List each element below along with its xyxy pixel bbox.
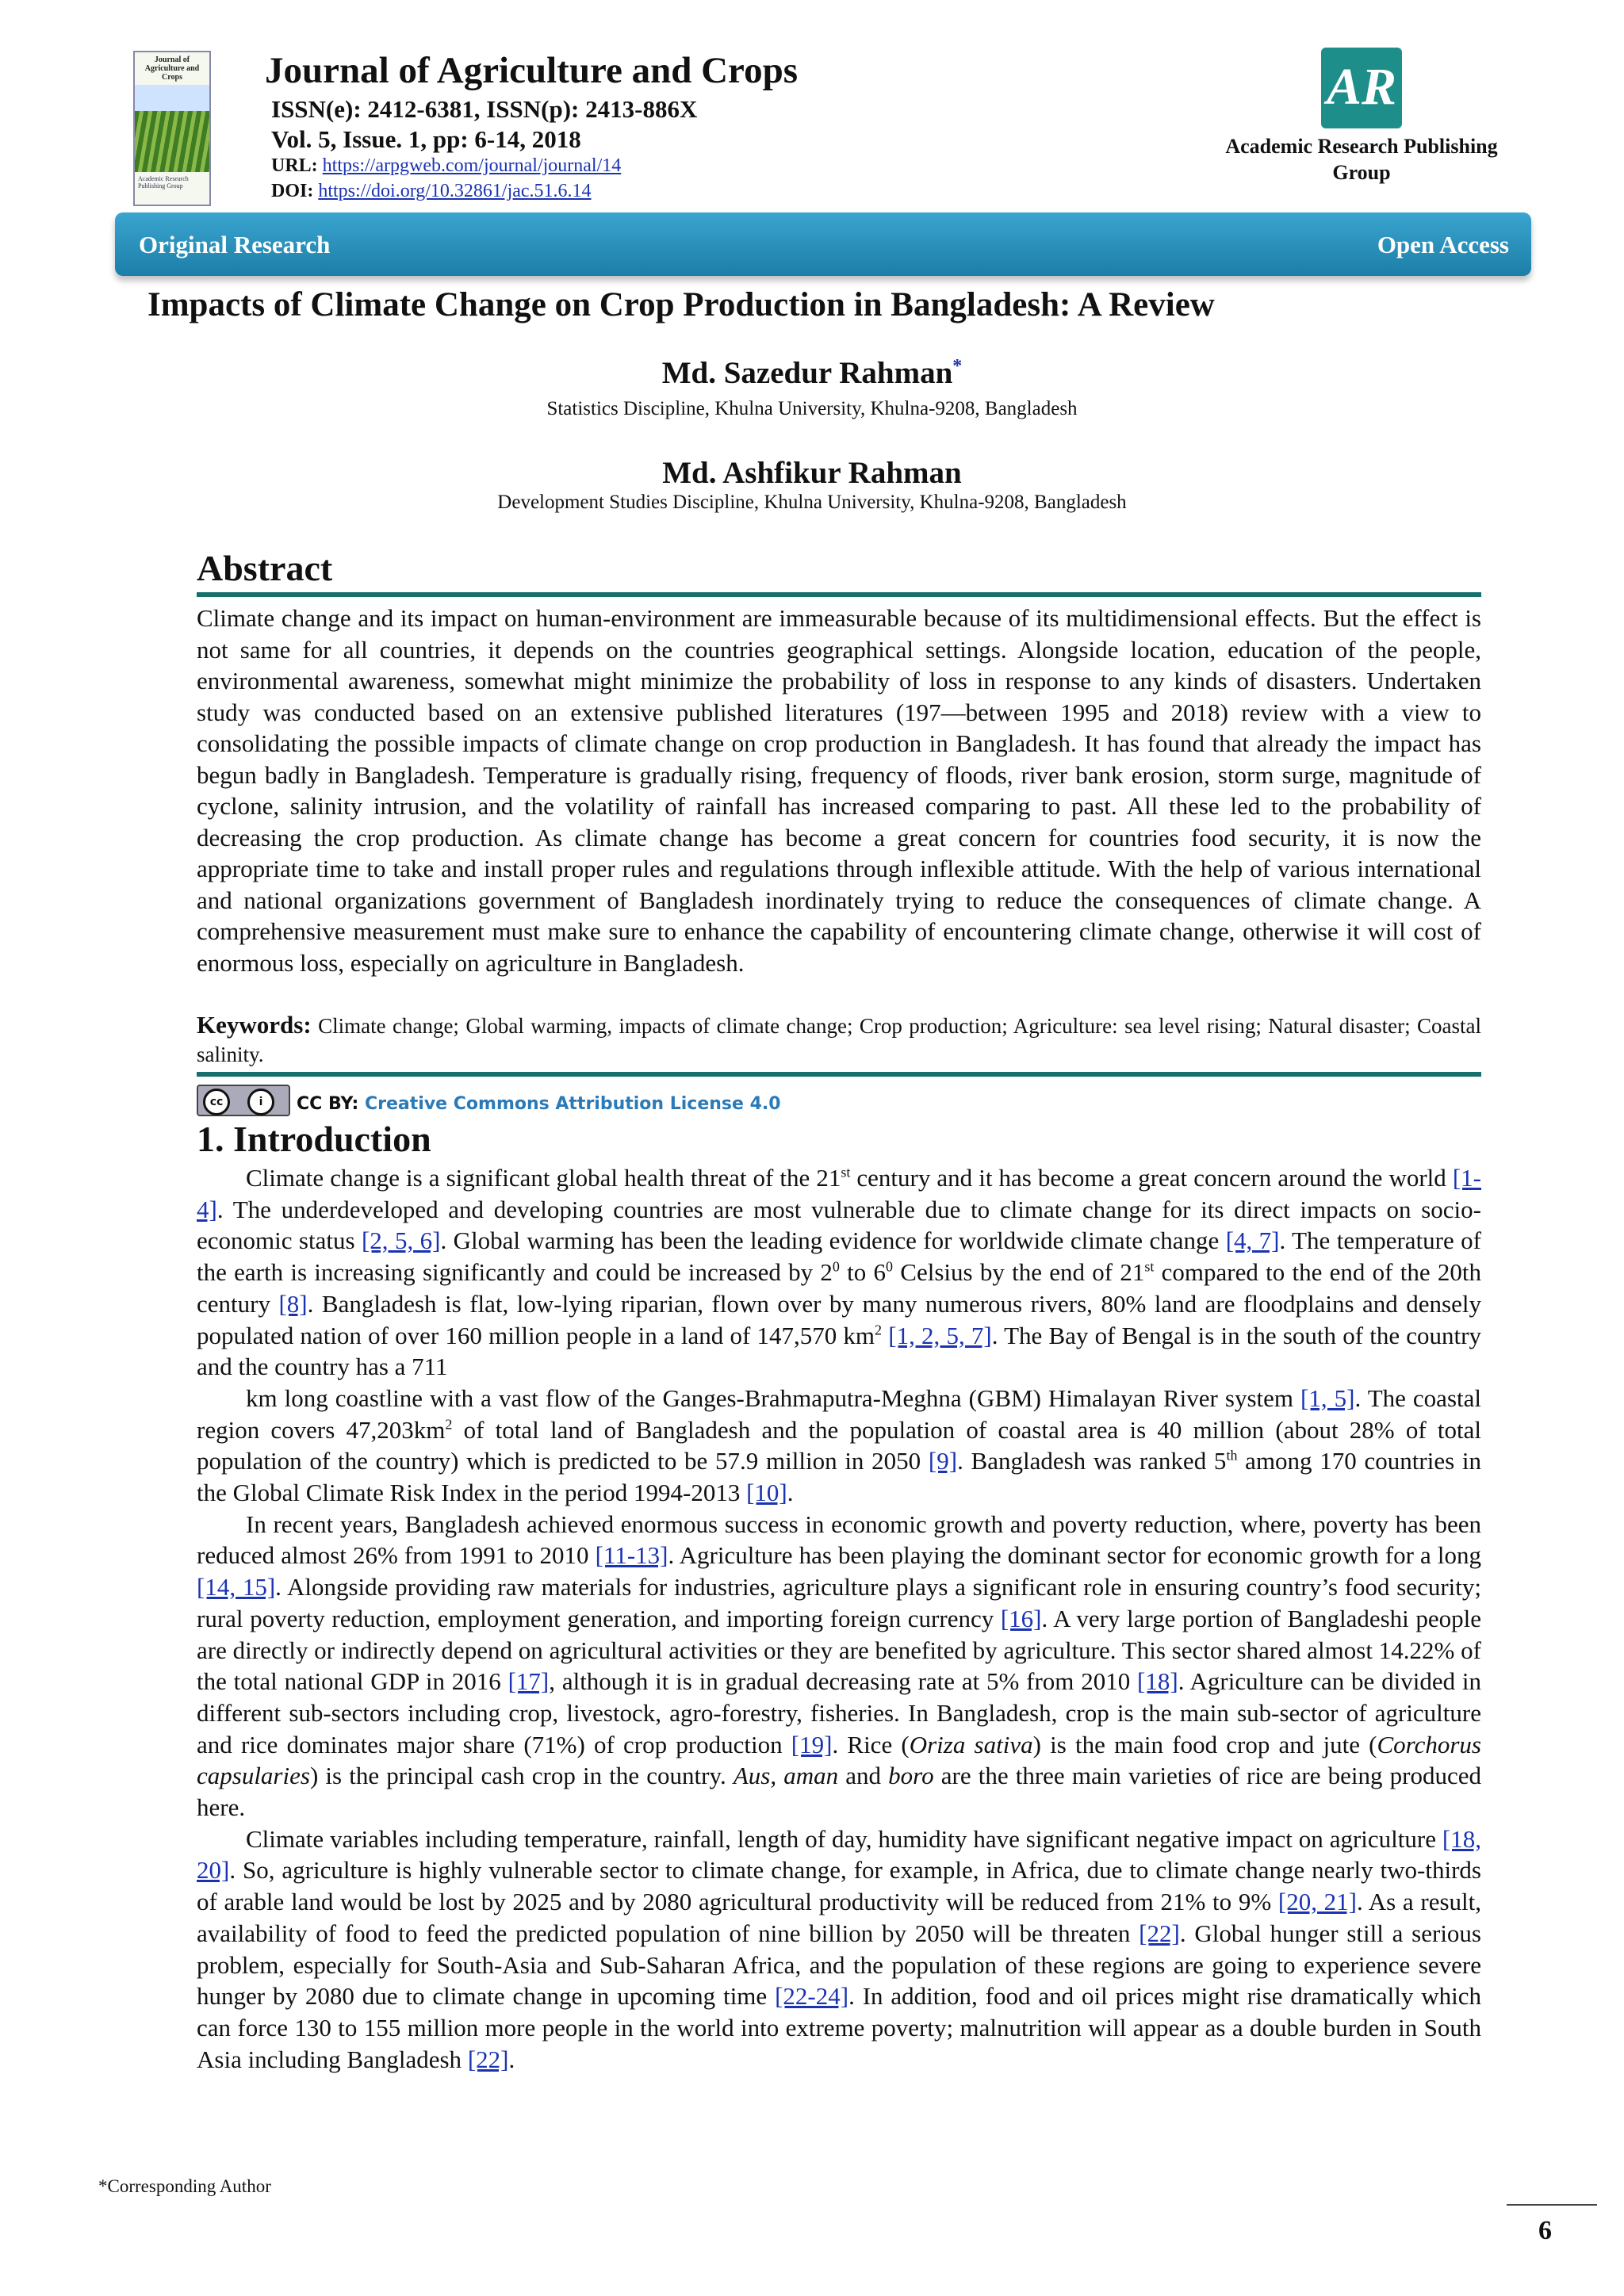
citation-link[interactable]: [1, 2, 5, 7] bbox=[888, 1321, 992, 1349]
intro-paragraph-2: km long coastline with a vast flow of the Ganges-Brahmaputra-Meghna (GBM) Himalayan River system [1, 5]. The coastal region covers $47,203km^2$ of total land of Bangladesh and the population of coastal area is 40 million (about 28% of total population of the country) which is predicted to be 57.9 million in 2050 [9]. Bangladesh was ranked 5th among 170 countries in the Global Climate Risk Index in the period 1994-2013 [10]. bbox=[197, 1383, 1482, 1507]
citation-link[interactable]: [16] bbox=[1000, 1604, 1042, 1632]
journal-cover-image bbox=[133, 51, 211, 206]
citation-link[interactable]: [10] bbox=[746, 1479, 787, 1507]
journal-title: Journal of Agriculture and Crops bbox=[265, 50, 798, 91]
keywords bbox=[197, 1011, 1481, 1069]
open-access-label: Open Access bbox=[1377, 231, 1509, 258]
license-line bbox=[297, 1094, 781, 1114]
citation-link[interactable]: [19] bbox=[791, 1730, 833, 1758]
cc-icon: cc bbox=[203, 1089, 230, 1115]
abstract-text: Climate change and its impact on human-environment are immeasurable because of its multidimensional effects. But the effect is not same for all countries, it depends on the countries geographical settings. Alongside location, education of the people, environmental awareness, somewhat might minimize the probability of loss in response to any kinds of disasters. Undertaken study was conducted based on an extensive published literatures (197—between 1995 and 2018) review with a view to consolidating the possible impacts of climate change on crop production in Bangladesh. It has found that already the impact has begun badly in Bangladesh. Temperature is gradually rising, frequency of floods, river bank erosion, storm surge, magnitude of cyclone, salinity intrusion, and the volatility of rainfall has increased comparing to past. All these led to the probability of decreasing the crop production. As climate change has become a great concern for countries food security, it is now the appropriate time to take and install proper rules and regulations through inflexible attitude. With the help of various international and national organizations government of Bangladesh inordinately trying to reduce the consequences of climate change. A comprehensive measurement must make sure to enhance the capability of encountering climate change, otherwise it will cost of enormous loss, especially on agriculture in Bangladesh. bbox=[197, 604, 1481, 977]
journal-doi-line bbox=[271, 181, 592, 202]
license-link[interactable]: Creative Commons Attribution License 4.0 bbox=[365, 1094, 781, 1114]
journal-url-link[interactable]: https://arpgweb.com/journal/journal/14 bbox=[322, 155, 622, 176]
introduction-heading: 1. Introduction bbox=[197, 1119, 431, 1159]
intro-paragraph-3: In recent years, Bangladesh achieved enormous success in economic growth and poverty reduction, where, poverty has been reduced almost 26% from 1991 to 2010 [11-13]. Agriculture has been playing the dominant sector for economic growth for a long [14, 15]. Alongside providing raw materials for industries, agriculture plays a significant role in ensuring country’s food security; rural poverty reduction, employment generation, and importing foreign currency [16]. A very large portion of Bangladeshi people are directly or indirectly depend on agricultural activities or they are benefited by agriculture. This sector shared almost 14.22% of the total national GDP in 2016 [17], although it is in gradual decreasing rate at 5% from 2010 [18]. Agriculture can be divided in different sub-sectors including crop, livestock, agro-forestry, fisheries. In Bangladesh, crop is the main sub-sector of agriculture and rice dominates major share (71%) of crop production [19]. Rice (Oriza sativa) is the main food crop and jute (Corchorus capsularies) is the principal cash crop in the country. Aus, aman and boro are the three main varieties of rice are being produced here. bbox=[197, 1510, 1481, 1822]
citation-link[interactable]: [9] bbox=[928, 1447, 958, 1475]
citation-link[interactable]: [22-24] bbox=[775, 1982, 849, 2011]
author-1-name: Md. Sazedur Rahman bbox=[661, 356, 953, 390]
author-2-affiliation: Development Studies Discipline, Khulna University, Khulna-9208, Bangladesh bbox=[497, 492, 1127, 513]
citation-link[interactable]: [2, 5, 6] bbox=[361, 1226, 441, 1255]
cover-field-picture bbox=[135, 85, 209, 172]
citation-link[interactable]: [4, 7] bbox=[1225, 1226, 1280, 1255]
citation-link[interactable]: [8] bbox=[278, 1289, 308, 1318]
page-number-rule bbox=[1507, 2204, 1597, 2206]
keywords-text: Climate change; Global warming, impacts of climate change; Crop production; Agriculture: sea level rising; Natural disaster; Coastal salinity. bbox=[197, 1014, 1481, 1066]
abstract-top-rule bbox=[197, 592, 1481, 597]
author-2-name: Md. Ashfikur Rahman bbox=[662, 456, 962, 490]
intro-paragraph-1: Climate change is a significant global health threat of the 21st century and it has become a great concern around the world [1-4]. The underdeveloped and developing countries are most vulnerable due to climate change for its direct impacts on socio-economic status [2, 5, 6]. Global warming has been the leading evidence for worldwide climate change [4, 7]. The temperature of the earth is increasing significantly and could be increased by $2^0$ to $6^0$ Celsius by the end of 21st compared to the end of the 20th century [8]. Bangladesh is flat, low-lying riparian, flown over by many numerous rivers, 80% land are floodplains and densely populated nation of over 160 million people in a land of 147,570 $km^2$ [1, 2, 5, 7]. The Bay of Bengal is in the south of the country and the country has a 711 bbox=[197, 1164, 1482, 1381]
publisher-name: Academic Research Publishing Group bbox=[1225, 135, 1498, 184]
citation-link[interactable]: [14, 15] bbox=[197, 1573, 276, 1601]
introduction-body bbox=[197, 1162, 1481, 2075]
author-2 bbox=[0, 455, 1624, 491]
citation-link[interactable]: [22] bbox=[1139, 1919, 1180, 1947]
keywords-label: Keywords: bbox=[197, 1011, 312, 1039]
author-1 bbox=[0, 355, 1624, 391]
citation-link[interactable]: [20, 21] bbox=[1277, 1888, 1357, 1916]
abstract-bottom-rule bbox=[197, 1072, 1481, 1077]
url-label: URL: bbox=[271, 155, 318, 176]
doi-label: DOI: bbox=[271, 181, 314, 201]
cover-title: Journal of Agriculture and Crops bbox=[144, 55, 200, 82]
page-number: 6 bbox=[1538, 2216, 1552, 2245]
publisher-logo-text: AR bbox=[1326, 58, 1397, 116]
journal-doi-link[interactable]: https://doi.org/10.32861/jac.51.6.14 bbox=[318, 181, 592, 201]
by-icon: i bbox=[247, 1089, 274, 1115]
article-title: Impacts of Climate Change on Crop Production in Bangladesh: A Review bbox=[147, 286, 1215, 323]
corresponding-mark[interactable]: * bbox=[952, 356, 963, 377]
citation-link[interactable]: [1, 5] bbox=[1300, 1383, 1355, 1412]
abstract-heading: Abstract bbox=[197, 548, 333, 588]
citation-link[interactable]: [18] bbox=[1137, 1667, 1178, 1696]
article-type-bar bbox=[115, 212, 1531, 276]
citation-link[interactable]: [1-4] bbox=[197, 1164, 1481, 1223]
citation-link[interactable]: [22] bbox=[467, 2045, 509, 2073]
journal-issn: ISSN(e): 2412-6381, ISSN(p): 2413-886X bbox=[271, 95, 698, 123]
author-1-affiliation: Statistics Discipline, Khulna University, Khulna-9208, Bangladesh bbox=[546, 398, 1078, 419]
citation-link[interactable]: [17] bbox=[508, 1667, 550, 1696]
journal-url-line bbox=[271, 155, 621, 177]
cc-by-badge-icon[interactable] bbox=[197, 1085, 290, 1116]
corresponding-author-footnote: *Corresponding Author bbox=[98, 2176, 271, 2196]
citation-link[interactable]: [18, 20] bbox=[197, 1824, 1481, 1885]
publisher-logo bbox=[1321, 48, 1402, 128]
license-label: CC BY: bbox=[297, 1094, 359, 1114]
journal-volume: Vol. 5, Issue. 1, pp: 6-14, 2018 bbox=[271, 125, 581, 153]
citation-link[interactable]: [11-13] bbox=[595, 1541, 668, 1570]
cover-publisher: Academic Research Publishing Group bbox=[138, 175, 189, 189]
intro-paragraph-4: Climate variables including temperature, rainfall, length of day, humidity have significant negative impact on agriculture [18, 20]. So, agriculture is highly vulnerable sector to climate change, for example, in Africa, due to climate change nearly two-thirds of arable land would be lost by 2025 and by 2080 agricultural productivity will be reduced from 21% to 9% [20, 21]. As a result, availability of food to feed the predicted population of nine billion by 2050 will be threaten [22]. Global hunger still a serious problem, especially for South-Asia and Sub-Saharan Africa, and the population of these regions are going to experience severe hunger by 2080 due to climate change in upcoming time [22-24]. In addition, food and oil prices might rise dramatically which can force 130 to 155 million more people in the world into extreme poverty; malnutrition will appear as a double burden in South Asia including Bangladesh [22]. bbox=[197, 1824, 1481, 2073]
article-type-label: Original Research bbox=[139, 231, 331, 258]
